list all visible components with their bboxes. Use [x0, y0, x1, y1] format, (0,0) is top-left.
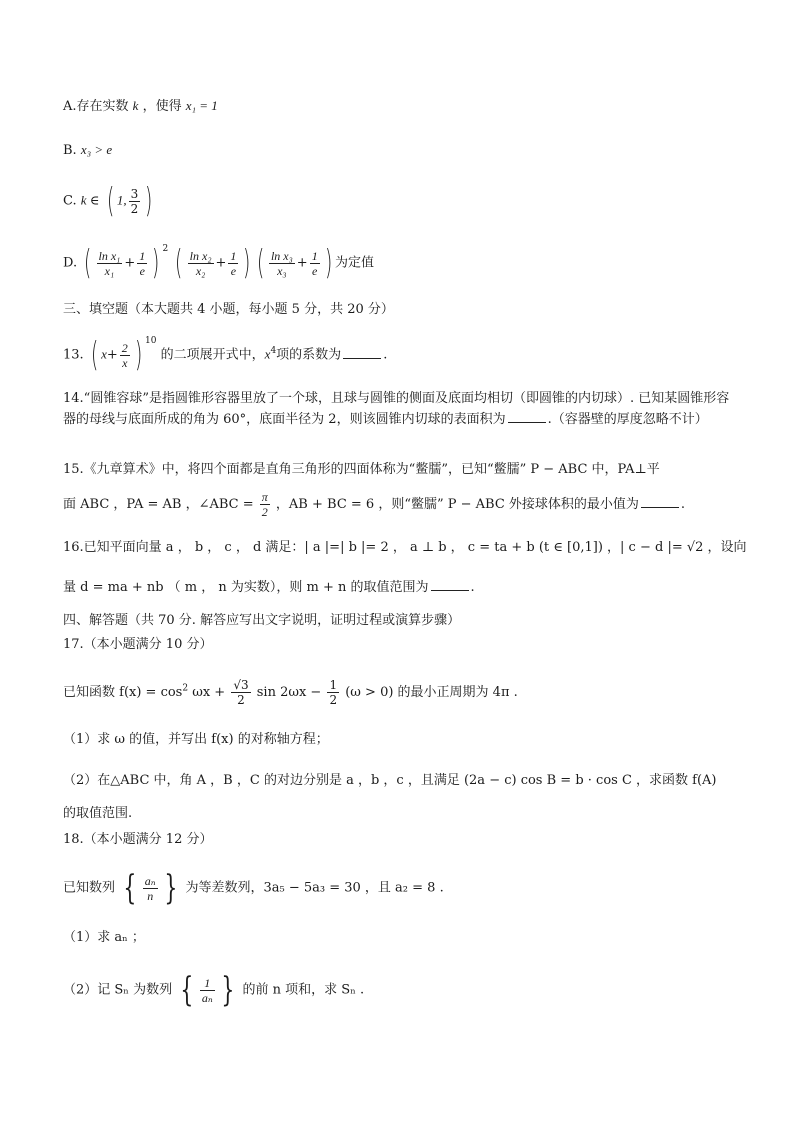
question-15-line-1: 15.《九章算术》中，将四个面都是直角三角形的四面体称为“鳖臑”，已知“鳖臑” P − ABC 中，PA⊥平 [63, 462, 660, 477]
option-d-suffix: 为定值 [334, 255, 374, 271]
q13-text2: 项的系数为 [276, 347, 342, 363]
q13-text: 的二项展开式中， [160, 347, 265, 363]
d-frac-2: $\frac{\text{ln x₂}}{\text{x₂}}$ [189, 248, 212, 278]
q17-sqrt3-fraction: $\frac{√3}{2}$ [233, 678, 249, 707]
question-13 [63, 335, 734, 375]
q17-text-a: 已知函数 f(x) = cos [63, 685, 183, 700]
option-a [63, 96, 734, 117]
square-exp: 2 [162, 244, 169, 255]
q17-text-d: (ω > 0) 的最小正周期为 4π . [345, 685, 518, 700]
q17-text-b: ωx + [188, 685, 226, 700]
right-brace: } [164, 868, 177, 908]
option-c [63, 181, 734, 221]
d-frac-e1: $\frac{1}{e}$ [139, 248, 146, 278]
option-d-prefix: D. [63, 255, 78, 271]
question-16-line-1: 16.已知平面向量 a ， b ， c ， d 满足：| a |=| b |= 2 ， a ⊥ b ， c = ta + b (t ∈ [0,1]) ，| c − d |= √2 ，设向 [63, 540, 747, 555]
q15-end: . [680, 497, 686, 512]
left-brace: { [180, 970, 194, 1010]
section-4-title: 四、解答题（共 70 分. 解答应写出文字说明，证明过程或演算步骤） [63, 613, 461, 628]
option-a-var: k [132, 98, 139, 113]
q18-part-2-text-b: 的前 n 项和，求 Sₙ . [242, 982, 365, 998]
q13-number: 13. [63, 347, 84, 363]
q18-heading: 18.（本小题满分 12 分） [63, 832, 213, 847]
section-3-title: 三、填空题（本大题共 4 小题，每小题 5 分，共 20 分） [63, 302, 394, 317]
right-paren: ) [152, 243, 160, 283]
q17-statement [63, 678, 734, 707]
right-paren: ) [243, 243, 251, 283]
right-paren: ) [134, 335, 143, 375]
d-frac-1: $\frac{\text{ln x₁}}{\text{x₁}}$ [98, 248, 121, 278]
option-b [63, 140, 734, 161]
right-brace: } [221, 970, 235, 1010]
q18-text-b: 为等差数列，3a₅ − 5a₃ = 30 ，且 a₂ = 8 . [185, 880, 444, 896]
left-paren: ( [90, 335, 99, 375]
option-c-expr: k ∈ [80, 192, 100, 208]
q17-text-c: sin 2ωx − [256, 685, 322, 700]
q16-end: . [470, 580, 475, 595]
q14-end: .（容器壁的厚度忽略不计） [547, 412, 708, 427]
left-paren: ( [256, 243, 264, 283]
d-frac-3: $\frac{\text{ln x₃}}{\text{x₃}}$ [270, 248, 293, 278]
q13-term: x [264, 346, 271, 362]
option-c-interval: 1, [116, 192, 127, 208]
option-a-prefix: A.存在实数 [63, 99, 129, 114]
q13-end: . [383, 347, 388, 363]
option-a-mid: ，使得 [142, 99, 182, 114]
option-b-prefix: B. [63, 143, 77, 158]
q17-half-fraction: $\frac{1}{2}$ [329, 678, 338, 707]
q13-x: x [101, 346, 107, 362]
q17-part-2: （2）在△ABC 中，角 A ，B ，C 的对边分别是 a ，b ，c ，且满足 (2a − c) cos B = b · cos C ，求函数 f(A) [63, 773, 717, 788]
answer-blank [508, 410, 546, 423]
q18-part-2 [63, 970, 734, 1010]
left-brace: { [123, 868, 137, 908]
option-c-fraction: $\frac{3}{2}$ [130, 186, 139, 216]
question-14 [63, 388, 734, 430]
question-15-line-2 [63, 490, 734, 519]
q13-term-power: 4 [270, 346, 277, 357]
plus-sign: + [124, 255, 136, 271]
q17-part-1: （1）求 ω 的值，并写出 f(x) 的对称轴方程； [63, 732, 329, 747]
option-d [63, 243, 734, 283]
q18-statement [63, 868, 734, 908]
q18-text-a: 已知数列 [63, 880, 116, 896]
left-paren: ( [175, 243, 183, 283]
q15-fraction: $\frac{\pi}{2}$ [261, 490, 268, 519]
q18-part-1: （1）求 aₙ ； [63, 930, 145, 945]
option-a-eq: x₁ = 1 [185, 98, 218, 113]
q14-text: 14.“圆锥容球”是指圆锥形容器里放了一个球，且球与圆锥的侧面及底面均相切（即圆锥的内切球）. 已知某圆锥形容器的母线与底面所成的角为 60°，底面半径为 2，则该圆锥内切球的表面积为 [63, 391, 730, 427]
plus-sign: + [296, 255, 308, 271]
d-frac-e2: $\frac{1}{e}$ [230, 248, 237, 278]
q13-power: 10 [145, 336, 157, 347]
right-paren: ) [324, 243, 332, 283]
q17-square: 2 [182, 683, 189, 694]
q18-fraction: $\frac{\text{aₙ}}{n}$ [144, 873, 156, 903]
left-paren: ( [84, 243, 92, 283]
answer-blank [431, 578, 469, 591]
right-paren: ) [145, 181, 153, 221]
q15-text-b: ，AB + BC = 6 ，则“鳖臑” P − ABC 外接球体积的最小值为 [275, 497, 639, 512]
left-paren: ( [106, 181, 114, 221]
d-frac-e3: $\frac{1}{e}$ [311, 248, 318, 278]
option-c-prefix: C. [63, 193, 77, 209]
plus-sign: + [106, 347, 118, 363]
answer-blank [343, 346, 381, 359]
q17-heading: 17.（本小题满分 10 分） [63, 637, 213, 652]
q17-part-2-cont: 的取值范围. [63, 806, 133, 821]
q16-text: 量 d = ma + nb （ m ， n 为实数），则 m + n 的取值范围为 [63, 580, 429, 595]
q18-part-2-fraction: $\frac{1}{\text{aₙ}}$ [201, 975, 213, 1005]
q15-text-a: 面 ABC ，PA = AB ，∠ABC = [63, 497, 254, 512]
answer-blank [641, 495, 679, 508]
plus-sign: + [215, 255, 227, 271]
question-16-line-2 [63, 578, 734, 598]
q13-fraction: $\frac{2}{x}$ [121, 340, 128, 370]
q18-part-2-text-a: （2）记 Sₙ 为数列 [63, 982, 173, 998]
option-b-expr: x₃ > e [80, 142, 113, 157]
